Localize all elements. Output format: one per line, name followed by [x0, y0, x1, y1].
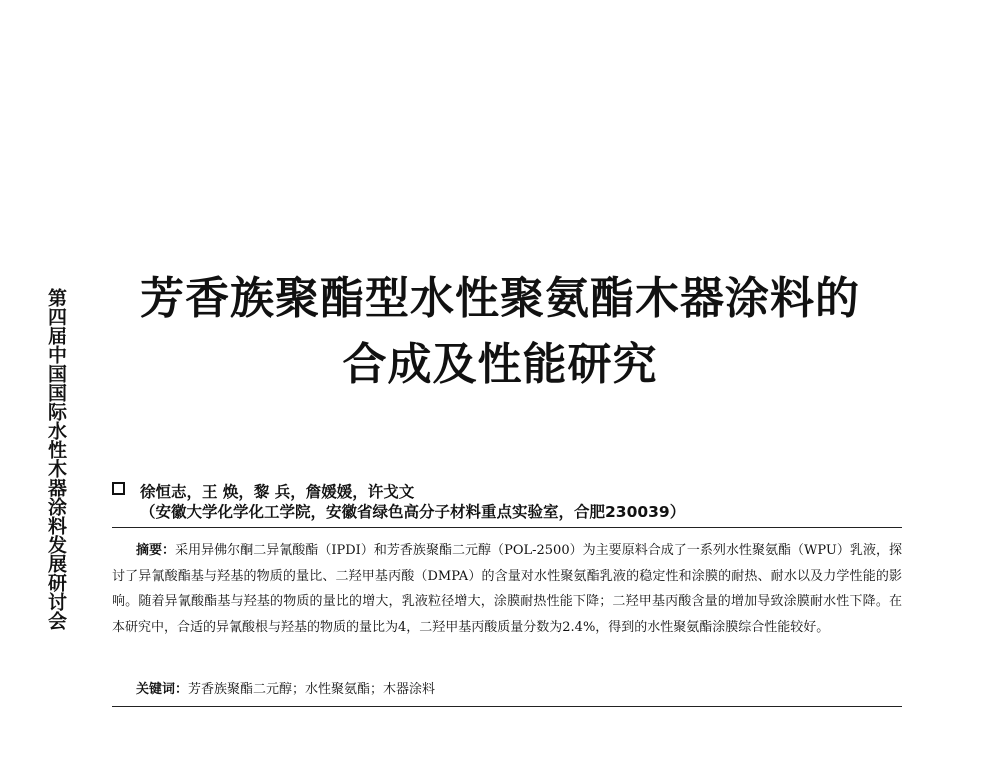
- keywords: [136, 678, 435, 697]
- keywords-label: 关键词：: [136, 682, 189, 697]
- abstract: [112, 538, 902, 640]
- abstract-text: 采用异佛尔酮二异氰酸酯（IPDI）和芳香族聚酯二元醇（POL-2500）为主要原料合成了一系列水性聚氨酯（WPU）乳液，探讨了异氰酸酯基与羟基的物质的量比、二羟甲基丙酸（DMPA）的含量对水性聚氨酯乳液的稳定性和涂膜的耐热、耐水以及力学性能的影响。随着异氰酸酯基与羟基的物质的量比的增大，乳液粒径增大，涂膜耐热性能下降；二羟甲基丙酸含量的增加导致涂膜耐水性下降。在本研究中，合适的异氰酸根与羟基的物质的量比为4，二羟甲基丙酸质量分数为2.4%，得到的水性聚氨酯涂膜综合性能较好。: [112, 543, 902, 635]
- keywords-text: 芳香族聚酯二元醇；水性聚氨酯；木器涂料: [188, 682, 436, 697]
- conference-side-label: 第四届中国国际水性木器涂料发展研讨会: [45, 288, 67, 630]
- abstract-bottom-rule: [112, 706, 902, 707]
- author-list: 徐恒志，王 焕，黎 兵，詹媛媛，许戈文: [140, 483, 415, 501]
- paper-title-line-2: 合成及性能研究: [342, 339, 658, 390]
- square-bullet-icon: [112, 482, 125, 495]
- abstract-label: 摘要：: [136, 543, 176, 558]
- abstract-top-rule: [112, 527, 902, 528]
- author-affiliation: （安徽大学化学化工学院，安徽省绿色高分子材料重点实验室，合肥230039）: [140, 503, 686, 521]
- paper-title-line-1: 芳香族聚酯型水性聚氨酯木器涂料的: [140, 273, 860, 324]
